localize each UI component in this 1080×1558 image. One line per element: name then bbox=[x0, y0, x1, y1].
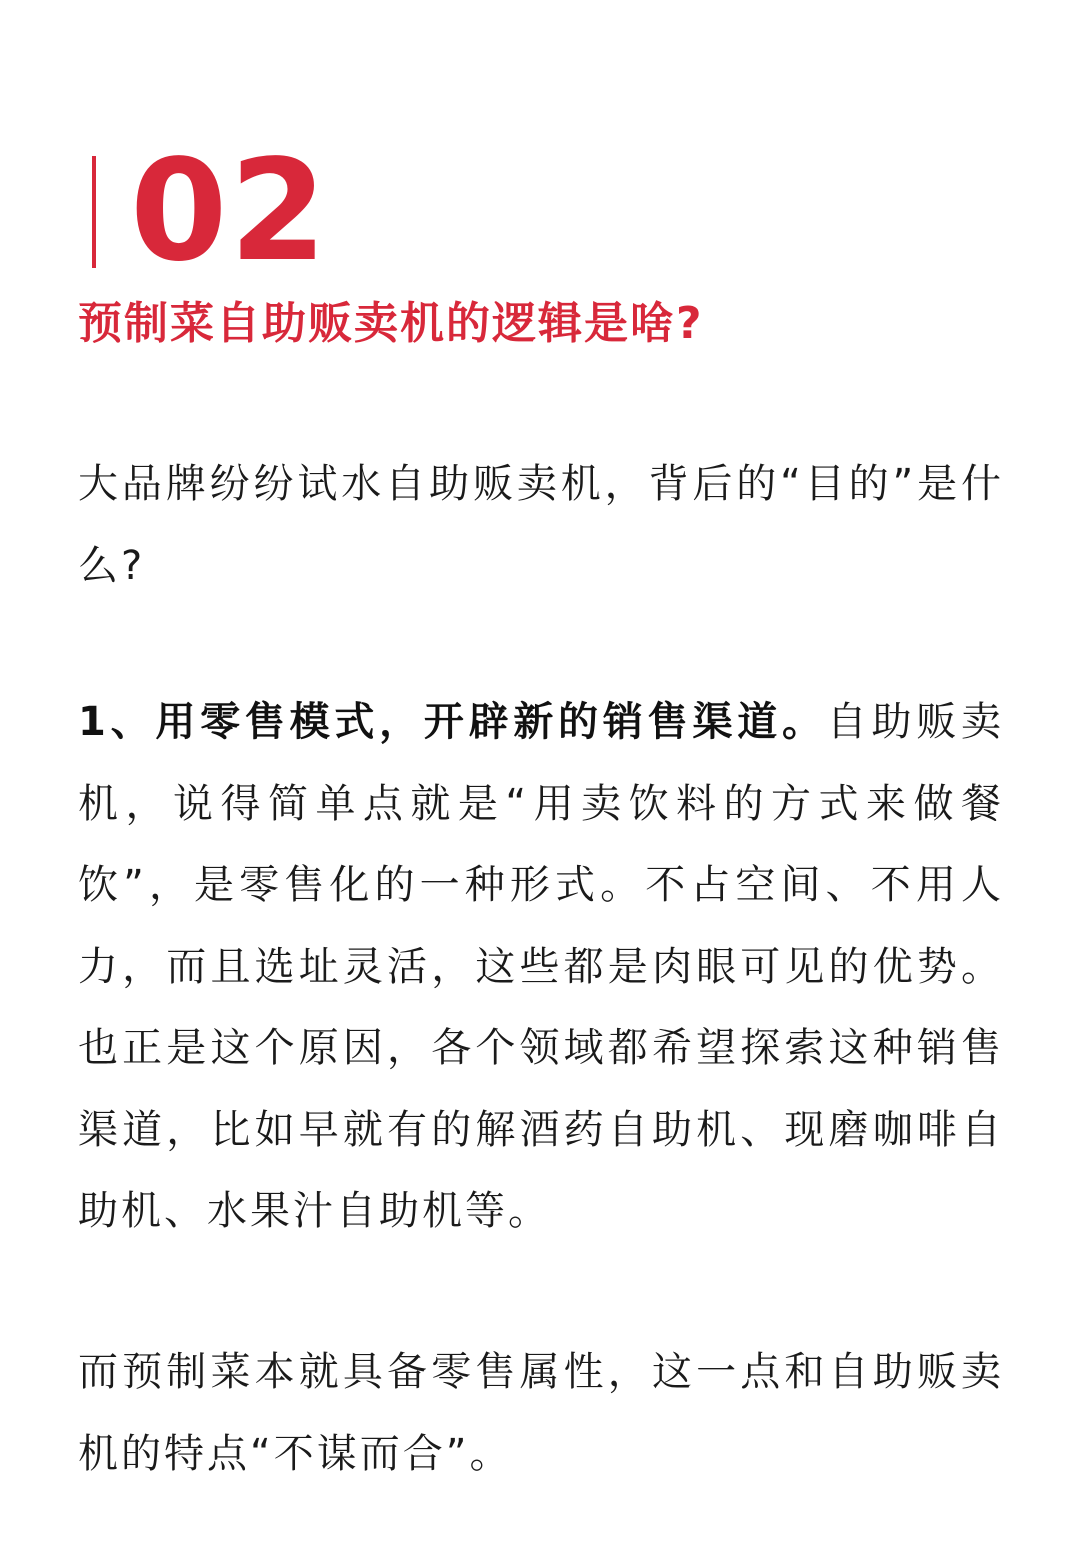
section-number: 02 bbox=[130, 130, 329, 293]
point-1-body: 自助贩卖机，说得简单点就是“用卖饮料的方式来做餐饮”，是零售化的一种形式。不占空间、不用人力，而且选址灵活，这些都是肉眼可见的优势。也正是这个原因，各个领域都希望探索这种销售渠道，比如早就有的解酒药自助机、现磨咖啡自助机、水果汁自助机等。 bbox=[78, 699, 1004, 1234]
section-header bbox=[92, 130, 329, 293]
point-1-heading: 1、用零售模式，开辟新的销售渠道。 bbox=[78, 699, 827, 745]
point-1-paragraph bbox=[78, 682, 1004, 1253]
section-divider-bar bbox=[92, 156, 96, 268]
closing-paragraph: 而预制菜本就具备零售属性，这一点和自助贩卖机的特点“不谋而合”。 bbox=[78, 1349, 1004, 1477]
section-title: 预制菜自助贩卖机的逻辑是啥? bbox=[78, 298, 704, 349]
intro-paragraph: 大品牌纷纷试水自助贩卖机，背后的“目的”是什么? bbox=[78, 461, 1004, 589]
